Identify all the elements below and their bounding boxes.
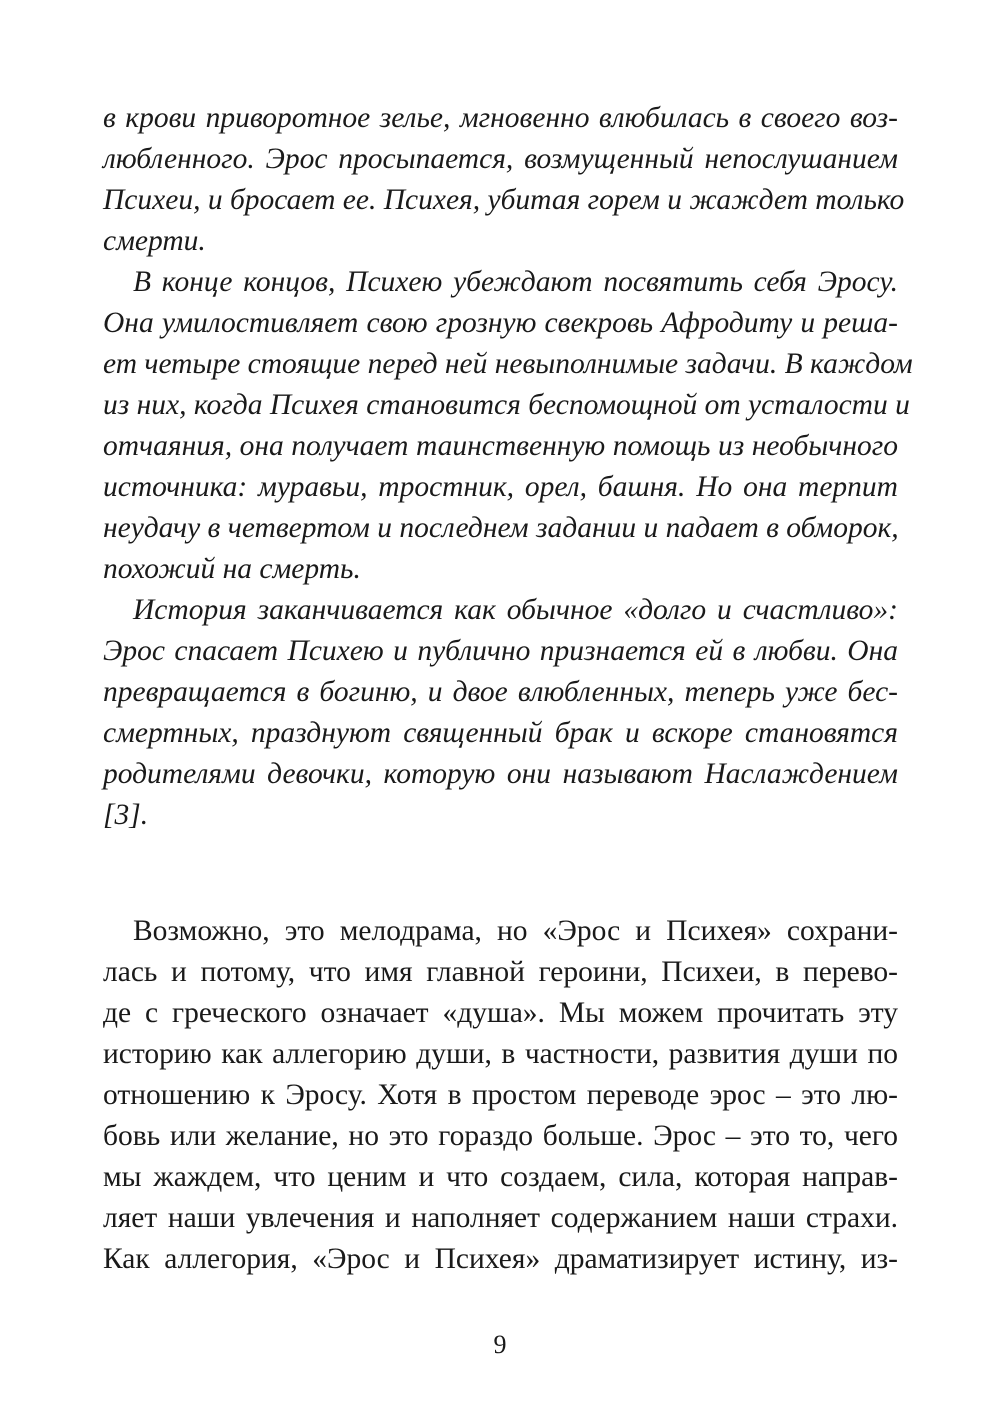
page-number: 9 <box>493 1330 507 1359</box>
text-line: родителями девочки, которую они называют Наслаждением <box>103 758 898 790</box>
text-line: отношению к Эросу. Хотя в простом переводе эрос – это лю- <box>103 1079 898 1111</box>
text-line: бовь или желание, но это гораздо больше. Эрос – это то, чего <box>103 1120 898 1152</box>
text-line: похожий на смерть. <box>103 553 361 585</box>
text-line: любленного. Эрос просыпается, возмущенный непослушанием <box>103 143 898 175</box>
text-line: источника: муравьи, тростник, орел, башня. Но она терпит <box>103 471 898 503</box>
text-line: [3]. <box>103 799 149 831</box>
text-line: историю как аллегорию души, в частности, развития души по <box>103 1038 898 1070</box>
main-paragraph <box>103 911 898 1280</box>
text-line: Она умилостивляет свою грозную свекровь Афродиту и реша- <box>103 307 898 339</box>
text-line: в крови приворотное зелье, мгновенно влюбилась в своего воз- <box>103 102 898 134</box>
text-line: Эрос спасает Психею и публично признается ей в любви. Она <box>103 635 898 667</box>
text-line: де с греческого означает «душа». Мы можем прочитать эту <box>103 997 898 1029</box>
text-line: Возможно, это мелодрама, но «Эрос и Психея» сохрани- <box>133 915 898 947</box>
text-line: ляет наши увлечения и наполняет содержанием наши страхи. <box>103 1202 898 1234</box>
italic-passage <box>103 98 913 836</box>
text-line: смертных, празднуют священный брак и вскоре становятся <box>103 717 898 749</box>
text-line: В конце концов, Психею убеждают посвятить себя Эросу. <box>133 266 898 298</box>
text-line: неудачу в четвертом и последнем задании и падает в обморок, <box>103 512 899 544</box>
text-line: Психеи, и бросает ее. Психея, убитая горем и жаждет только <box>103 184 905 216</box>
text-line: Как аллегория, «Эрос и Психея» драматизирует истину, из- <box>103 1243 898 1275</box>
text-line: превращается в богиню, и двое влюбленных, теперь уже бес- <box>103 676 898 708</box>
text-line: отчаяния, она получает таинственную помощь из необычного <box>103 430 898 462</box>
text-line: История заканчивается как обычное «долго и счастливо»: <box>133 594 898 626</box>
text-line: из них, когда Психея становится беспомощной от усталости и <box>103 389 910 421</box>
text-line: мы жаждем, что ценим и что создаем, сила, которая направ- <box>103 1161 898 1193</box>
text-line: ет четыре стоящие перед ней невыполнимые задачи. В каждом <box>103 348 913 380</box>
text-line: смерти. <box>103 225 206 257</box>
text-line: лась и потому, что имя главной героини, Психеи, в перево- <box>103 956 898 988</box>
